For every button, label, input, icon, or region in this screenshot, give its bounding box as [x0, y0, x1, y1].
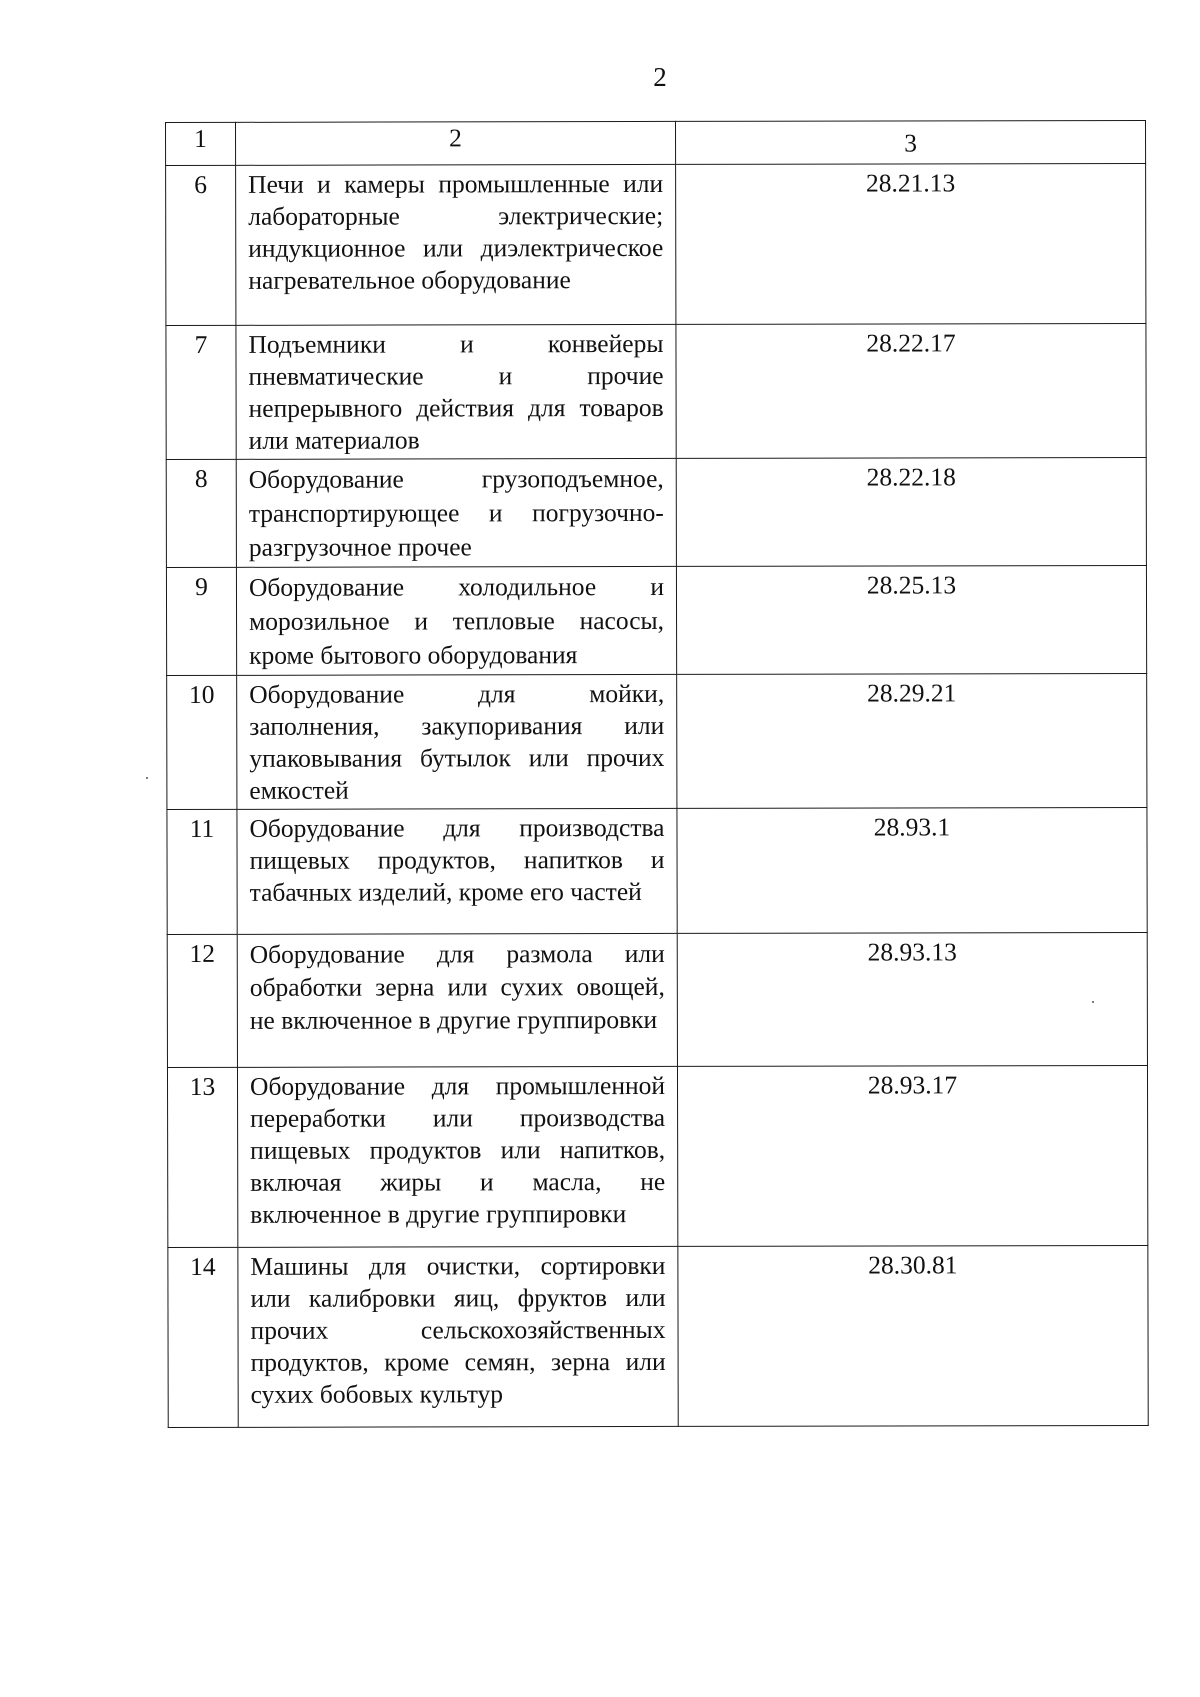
row-code: 28.25.13: [676, 565, 1146, 674]
row-number: 10: [167, 675, 237, 809]
row-code: 28.93.13: [677, 932, 1147, 1066]
row-description: Оборудование для производства пищевых продуктов, напитков и табачных изделий, кроме его частей: [237, 808, 677, 934]
table-header-row: [166, 120, 1146, 165]
table-row: [166, 323, 1146, 459]
row-code: 28.30.81: [678, 1245, 1148, 1426]
page-number: 2: [653, 62, 667, 92]
row-code: 28.93.1: [677, 807, 1147, 933]
header-cell-3: 3: [675, 120, 1145, 164]
row-code: 28.22.17: [676, 323, 1146, 458]
row-code: 28.29.21: [677, 673, 1147, 808]
row-number: 11: [167, 809, 237, 934]
table-row: [166, 163, 1146, 325]
header-cell-2: 2: [236, 121, 676, 165]
row-description: Оборудование для мойки, заполнения, закупоривания или упаковывания бутылок или прочих емкостей: [237, 674, 677, 809]
row-description: Оборудование холодильное и морозильное и тепловые насосы, кроме бытового оборудования: [236, 566, 676, 675]
header-cell-1: 1: [166, 122, 236, 165]
row-description: Оборудование для размола или обработки зерна или сухих овощей, не включенное в другие группировки: [237, 933, 677, 1067]
row-code: 28.21.13: [676, 163, 1146, 324]
table-row: [167, 673, 1147, 809]
row-code: 28.22.18: [676, 457, 1146, 566]
scan-speck: [146, 777, 148, 779]
row-number: 13: [167, 1067, 237, 1247]
row-description: Машины для очистки, сортировки или калибровки яиц, фруктов или прочих сельскохозяйственных продуктов, кроме семян, зерна или сухих бобовых культур: [238, 1246, 678, 1427]
row-number: 9: [166, 567, 236, 675]
table-row: [167, 1065, 1147, 1247]
table-row: [168, 1245, 1148, 1427]
row-description: Оборудование для промышленной переработки или производства пищевых продуктов или напитков, включая жиры и масла, не включенное в другие группировки: [237, 1066, 677, 1247]
equipment-table: [165, 120, 1149, 1428]
scan-speck: [1092, 1001, 1094, 1003]
table-row: [166, 457, 1146, 567]
row-number: 8: [166, 459, 236, 567]
table-row: [167, 807, 1147, 934]
table-row: [166, 565, 1146, 675]
row-description: Подъемники и конвейеры пневматические и прочие непрерывного действия для товаров или материалов: [236, 324, 676, 459]
row-description: Оборудование грузоподъемное, транспортирующее и погрузочно-разгрузочное прочее: [236, 458, 676, 567]
table-row: [167, 932, 1147, 1067]
row-number: 6: [166, 165, 236, 325]
row-number: 12: [167, 934, 237, 1067]
row-number: 7: [166, 325, 236, 459]
row-description: Печи и камеры промышленные или лабораторные электрические; индукционное или диэлектрическое нагревательное оборудование: [236, 164, 676, 325]
row-code: 28.93.17: [677, 1065, 1147, 1246]
row-number: 14: [168, 1247, 238, 1427]
